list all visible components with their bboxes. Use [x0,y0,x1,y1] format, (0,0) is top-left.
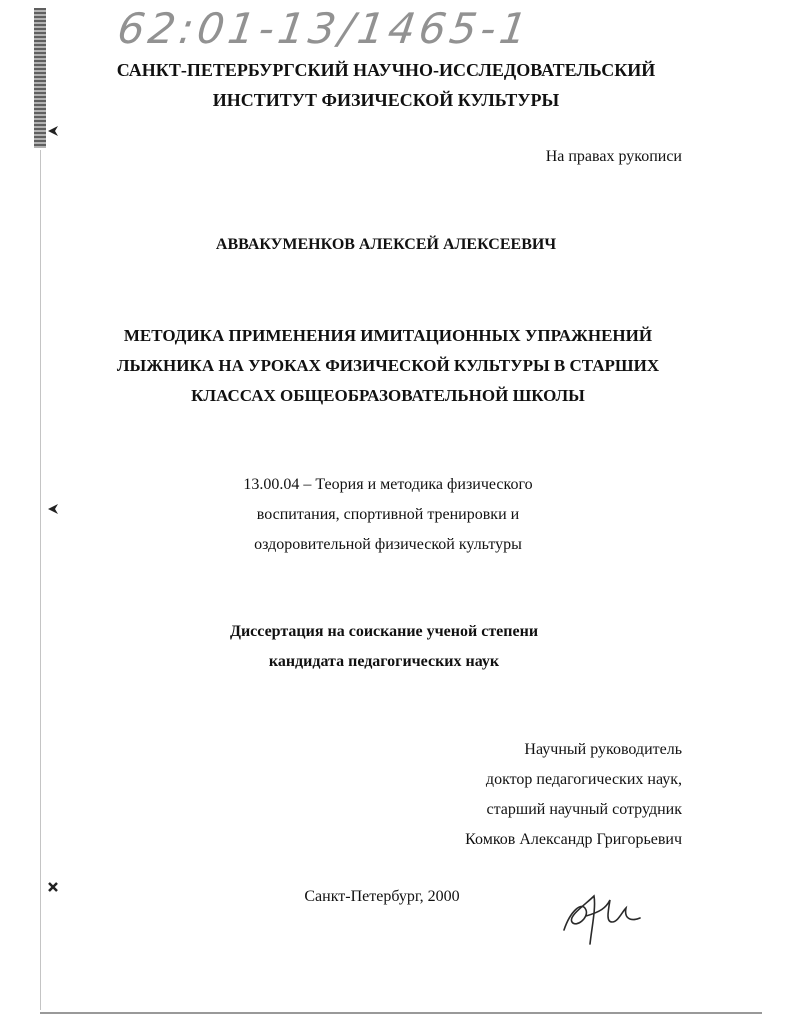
author-name: АВВАКУМЕНКОВ АЛЕКСЕЙ АЛЕКСЕЕВИЧ [215,236,557,253]
specialty-line-3: оздоровительной физической культуры [254,536,522,553]
supervisor-degree: доктор педагогических наук, [485,771,682,788]
specialty-line-1: 13.00.04 – Теория и методика физического [243,476,533,493]
institution-line-1: САНКТ-ПЕТЕРБУРГСКИЙ НАУЧНО-ИССЛЕДОВАТЕЛЬСКИЙ [116,60,656,80]
punch-hole-mark-icon [46,124,60,138]
supervisor-name: Комков Александр Григорьевич [465,831,682,848]
scan-bottom-edge [40,1012,762,1014]
supervisor-position: старший научный сотрудник [486,801,682,818]
supervisor-role: Научный руководитель [524,741,682,758]
place-and-year: Санкт-Петербург, 2000 [304,888,460,905]
specialty-line-2: воспитания, спортивной тренировки и [256,506,520,523]
thesis-title-line-1: МЕТОДИКА ПРИМЕНЕНИЯ ИМИТАЦИОННЫХ УПРАЖНЕНИЙ [123,326,653,345]
handwritten-signature-icon [556,882,646,952]
handwritten-archive-number: 62:01-13/1465-1 [114,4,535,53]
thesis-title-line-3: КЛАССАХ ОБЩЕОБРАЗОВАТЕЛЬНОЙ ШКОЛЫ [191,386,585,405]
manuscript-rights-note: На правах рукописи [545,148,682,165]
institution-line-2: ИНСТИТУТ ФИЗИЧЕСКОЙ КУЛЬТУРЫ [212,90,560,110]
degree-statement-line-1: Диссертация на соискание ученой степени [229,623,539,640]
scan-edge-line [40,150,41,1010]
degree-statement-line-2: кандидата педагогических наук [268,653,500,670]
thesis-title-line-2: ЛЫЖНИКА НА УРОКАХ ФИЗИЧЕСКОЙ КУЛЬТУРЫ В СТАРШИХ [116,356,660,375]
